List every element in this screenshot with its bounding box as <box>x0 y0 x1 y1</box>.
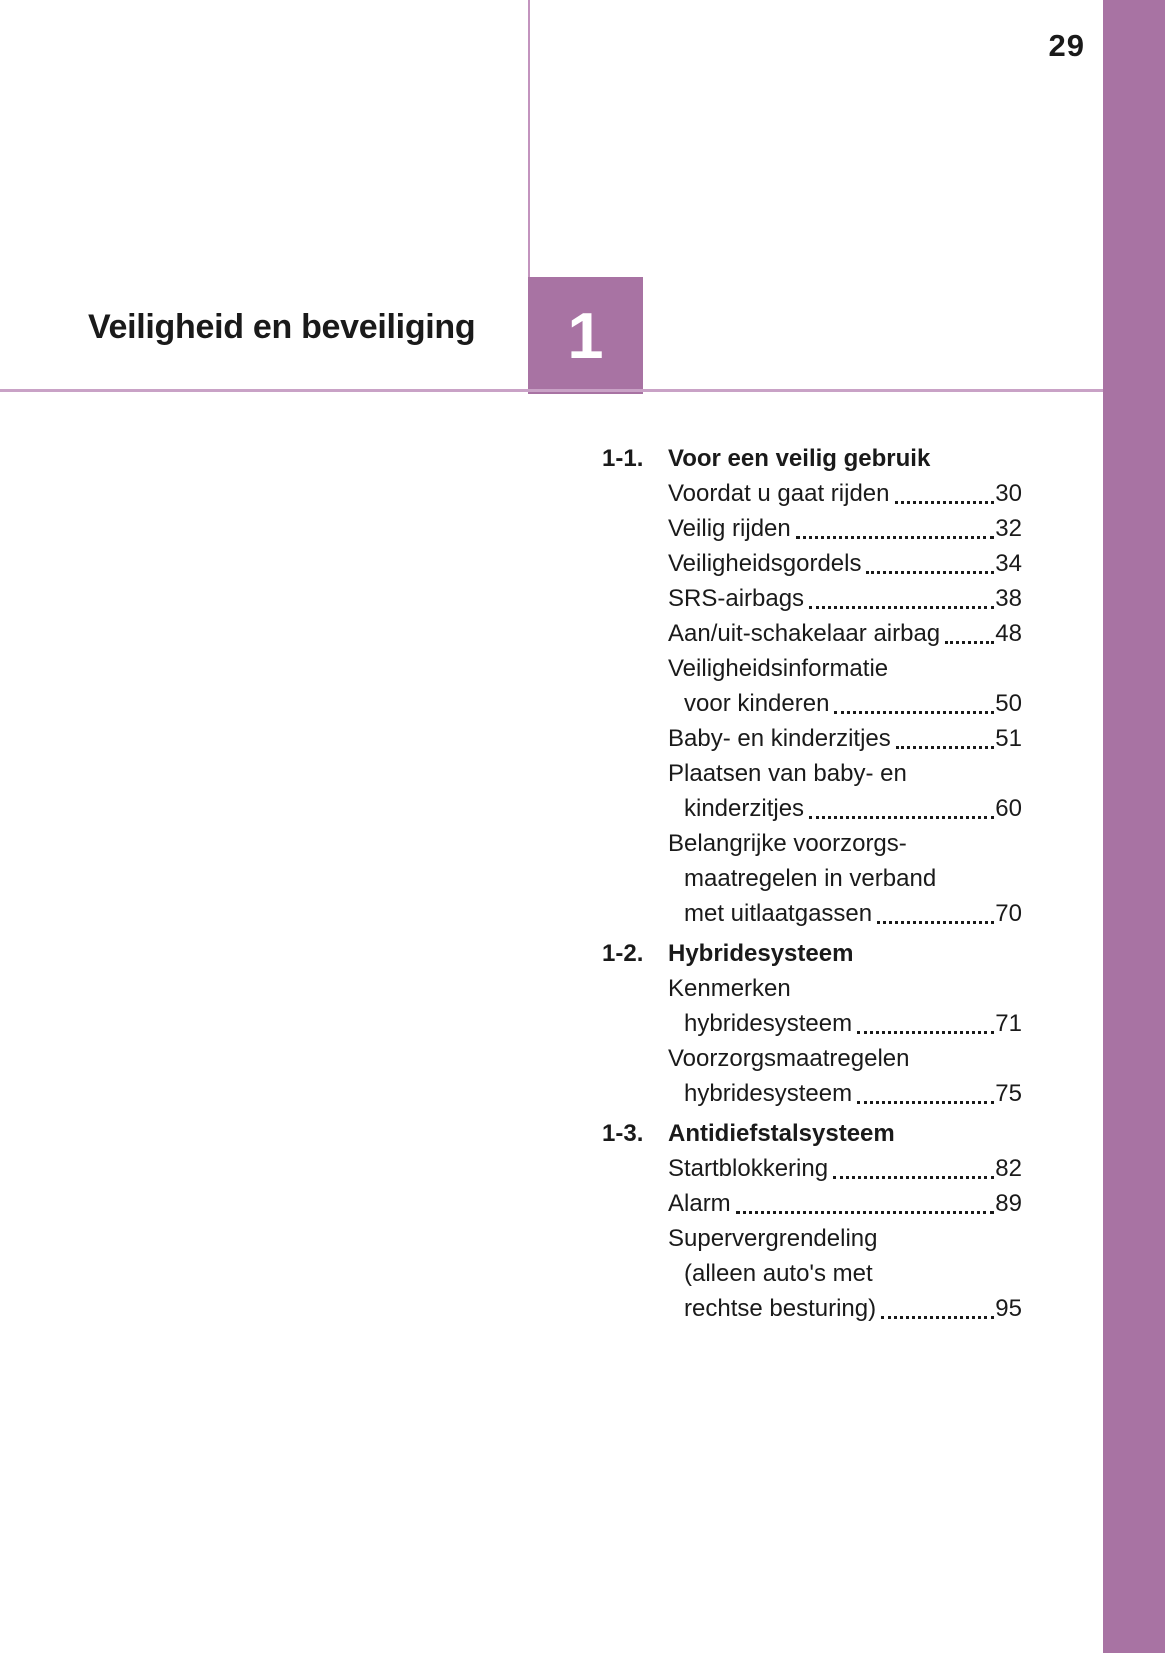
toc-entry-label: hybridesysteem <box>684 1080 853 1107</box>
toc-entry-line <box>602 1256 1022 1291</box>
toc-entry-label: Baby- en kinderzitjes <box>668 725 891 752</box>
toc-entry-page-number: 38 <box>995 585 1022 612</box>
dot-leader <box>809 606 994 609</box>
toc-section-title: Voor een veilig gebruik <box>668 445 931 472</box>
toc-entry-line <box>602 616 1022 651</box>
toc-section-title: Antidiefstalsysteem <box>668 1120 895 1147</box>
toc-section-number: 1-1. <box>602 445 644 472</box>
toc-entry-label: Veiligheidsgordels <box>668 550 862 577</box>
toc-entry-page-number: 51 <box>995 725 1022 752</box>
toc-entry-line <box>602 826 1022 861</box>
dot-leader <box>895 501 995 504</box>
toc-entry-line <box>602 896 1022 931</box>
dot-leader <box>834 711 994 714</box>
toc-entry-line <box>602 1041 1022 1076</box>
chapter-title: Veiligheid en beveiliging <box>88 308 476 346</box>
toc-entry-label: Plaatsen van baby- en <box>668 760 907 787</box>
toc-entry-page-number: 70 <box>995 900 1022 927</box>
toc-entry-label: Aan/uit-schakelaar airbag <box>668 620 941 647</box>
toc-entry-label: Veilig rijden <box>668 515 791 542</box>
sidebar-accent-bar <box>1103 0 1165 1653</box>
toc-entry-line <box>602 791 1022 826</box>
toc-entry-line <box>602 546 1022 581</box>
toc-entry-label: Belangrijke voorzorgs- <box>668 830 907 857</box>
toc-entry-line <box>602 1186 1022 1221</box>
toc-entry-label: SRS-airbags <box>668 585 805 612</box>
toc-entry-label: Supervergrendeling <box>668 1225 878 1252</box>
dot-leader <box>809 816 994 819</box>
toc-entry-line <box>602 1151 1022 1186</box>
toc-entry-line <box>602 1006 1022 1041</box>
toc-entry-page-number: 95 <box>995 1295 1022 1322</box>
toc-entry-label: met uitlaatgassen <box>684 900 873 927</box>
toc-entry-page-number: 50 <box>995 690 1022 717</box>
toc-entry-line <box>602 1221 1022 1256</box>
toc-entry-line <box>602 651 1022 686</box>
header-vertical-rule <box>528 0 530 277</box>
page-number: 29 <box>1048 28 1085 63</box>
toc-entry-label: Startblokkering <box>668 1155 829 1182</box>
toc-entry-label: rechtse besturing) <box>684 1295 877 1322</box>
chapter-number: 1 <box>567 299 604 372</box>
toc-section-number: 1-2. <box>602 940 644 967</box>
toc-entry-label: hybridesysteem <box>684 1010 853 1037</box>
toc-entry-page-number: 71 <box>995 1010 1022 1037</box>
toc-entry-label: maatregelen in verband <box>684 865 937 892</box>
toc-section-number: 1-3. <box>602 1120 644 1147</box>
toc-entry-label: Alarm <box>668 1190 731 1217</box>
toc-entry-line <box>602 1291 1022 1326</box>
toc-section <box>602 441 1022 931</box>
toc-entry-label: Veiligheidsinformatie <box>668 655 889 682</box>
toc-entry-page-number: 89 <box>995 1190 1022 1217</box>
toc-entry-line <box>602 721 1022 756</box>
header-horizontal-rule <box>0 389 1103 392</box>
dot-leader <box>896 746 995 749</box>
toc-entry-page-number: 82 <box>995 1155 1022 1182</box>
dot-leader <box>866 571 994 574</box>
toc-section <box>602 1116 1022 1326</box>
toc-section-header <box>602 441 1022 476</box>
dot-leader <box>881 1316 994 1319</box>
toc-entry-label: Voorzorgsmaatregelen <box>668 1045 910 1072</box>
toc-entry-line <box>602 1076 1022 1111</box>
toc-entry-line <box>602 476 1022 511</box>
dot-leader <box>945 641 994 644</box>
toc-entry-line <box>602 971 1022 1006</box>
toc-entry-line <box>602 511 1022 546</box>
toc-entry-page-number: 48 <box>995 620 1022 647</box>
toc-section-header <box>602 1116 1022 1151</box>
toc-section-title: Hybridesysteem <box>668 940 854 967</box>
toc-entry-page-number: 30 <box>995 480 1022 507</box>
toc-entry-label: Voordat u gaat rijden <box>668 480 890 507</box>
dot-leader <box>736 1211 995 1214</box>
toc-entry-page-number: 34 <box>995 550 1022 577</box>
dot-leader <box>857 1101 994 1104</box>
chapter-number-tab <box>528 277 643 394</box>
toc-entry-page-number: 75 <box>995 1080 1022 1107</box>
toc-entry-label: (alleen auto's met <box>684 1260 873 1287</box>
toc-entry-page-number: 60 <box>995 795 1022 822</box>
toc-entry-line <box>602 756 1022 791</box>
toc-section <box>602 936 1022 1111</box>
toc-section-header <box>602 936 1022 971</box>
toc-entry-label: Kenmerken <box>668 975 791 1002</box>
dot-leader <box>877 921 994 924</box>
toc-entry-label: voor kinderen <box>684 690 830 717</box>
toc-entry-label: kinderzitjes <box>684 795 805 822</box>
toc <box>602 441 1022 1326</box>
toc-entry-line <box>602 686 1022 721</box>
dot-leader <box>796 536 995 539</box>
toc-entry-line <box>602 581 1022 616</box>
toc-entry-line <box>602 861 1022 896</box>
dot-leader <box>857 1031 994 1034</box>
toc-entry-page-number: 32 <box>995 515 1022 542</box>
dot-leader <box>833 1176 994 1179</box>
